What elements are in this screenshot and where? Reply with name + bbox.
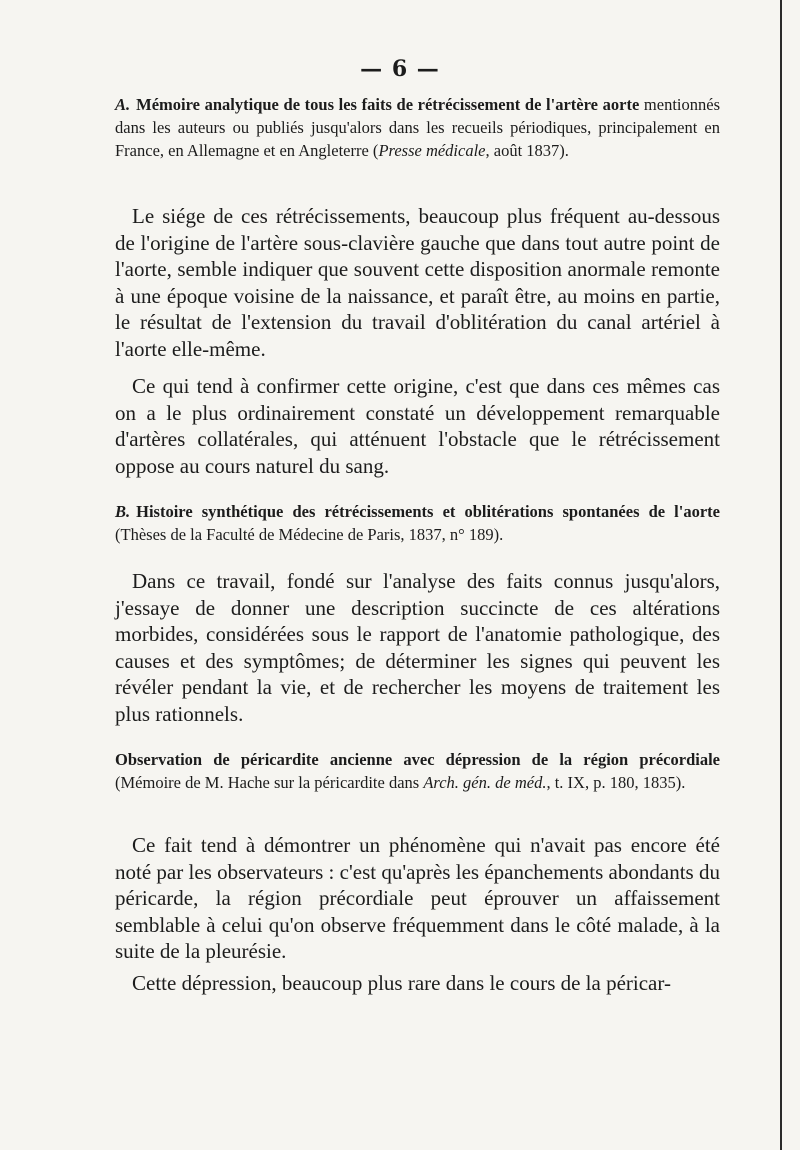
entry-a-letter: A. <box>115 95 131 114</box>
paragraph-3: Dans ce travail, fondé sur l'analyse des faits connus jusqu'alors, j'essaye de donner une description succincte de ces altérations morbides, considérées sous le rapport de l'anatomie pathologique, des causes et des symptômes; de déterminer les signes qui peuvent les révéler pendant la vie, et de rechercher les moyens de traitement les plus rationnels. <box>115 569 720 726</box>
entry-c-source: Arch. gén. de méd. <box>423 773 547 792</box>
entry-b-title: Histoire synthétique des rétrécissements et oblitérations spontanées de l'aorte <box>136 502 720 521</box>
entry-a <box>115 93 720 162</box>
paragraph-1-block <box>115 203 720 362</box>
entry-c-text-end: , t. IX, p. 180, 1835). <box>546 773 686 792</box>
paragraph-1: Le siége de ces rétrécissements, beaucoup plus fréquent au-dessous de l'origine de l'artère sous-clavière gauche que dans tout autre point de l'aorte, semble indiquer que souvent cette disposition anormale remonte à une époque voisine de la naissance, et paraît être, au moins en partie, le résultat de l'extension du travail d'oblitération du canal artériel à l'aorte elle-même. <box>115 204 720 361</box>
entry-a-title-cont: aorte <box>602 95 640 114</box>
entry-a-text: mentionnés dans les auteurs ou publiés jusqu'alors dans les recueils périodiques, principalement en France, en Allemagne et en Angleterre ( <box>115 95 720 160</box>
entry-b-text: (Thèses de la Faculté de Médecine de Paris, 1837, n° 189). <box>115 525 504 544</box>
page-edge <box>780 0 782 1150</box>
paragraph-2-block <box>115 373 720 479</box>
entry-c-title: Observation de péricardite ancienne avec dépression de la région précordiale <box>115 750 720 769</box>
page-number: — 6 — <box>360 56 440 82</box>
entry-b-letter: B. <box>115 502 131 521</box>
entry-b <box>115 500 720 546</box>
entry-a-source: Presse médicale <box>378 141 486 160</box>
entry-c <box>115 748 720 794</box>
entry-a-text-end: , août 1837). <box>485 141 569 160</box>
entry-c-text: (Mémoire de M. Hache sur la péricardite dans <box>115 773 424 792</box>
paragraph-4: Ce fait tend à démontrer un phénomène qui n'avait pas encore été noté par les observateurs : c'est qu'après les épanchements abondants du péricarde, la région précordiale peut éprouver un affaissement semblable à celui qu'on observe fréquemment dans le côté malade, à la suite de la pleurésie. <box>115 833 720 963</box>
paragraph-4-block <box>115 832 720 965</box>
paragraph-3-block <box>115 568 720 727</box>
paragraph-5-block <box>115 970 720 997</box>
entry-a-title: Mémoire analytique de tous les faits de rétrécissement de l'artère <box>136 95 598 114</box>
paragraph-5: Cette dépression, beaucoup plus rare dans le cours de la péricar- <box>132 971 671 995</box>
paragraph-2: Ce qui tend à confirmer cette origine, c'est que dans ces mêmes cas on a le plus ordinairement constaté un développement remarquable d'artères collatérales, qui atténuent l'obstacle que le rétrécissement oppose au cours naturel du sang. <box>115 374 720 478</box>
